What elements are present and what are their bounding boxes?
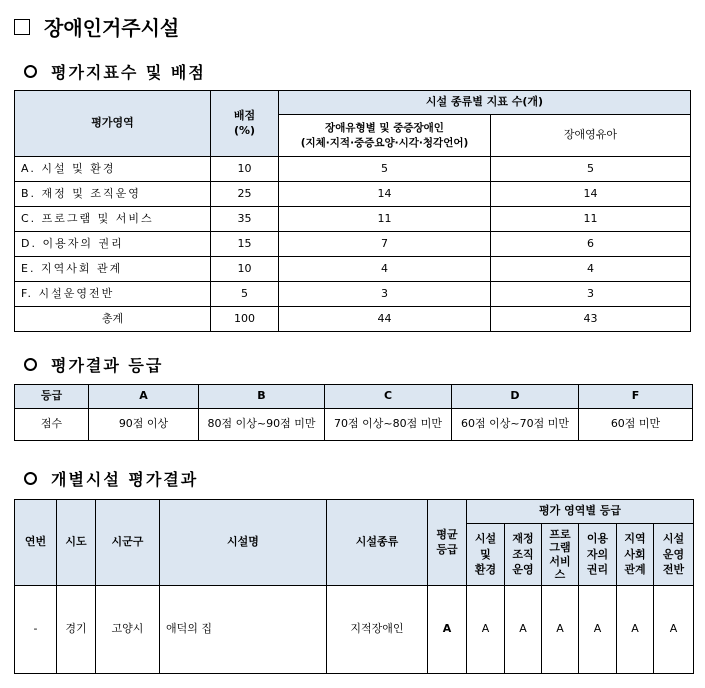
table-row [15,282,691,307]
header-area-c [542,524,579,586]
header-area: 평가영역 [15,91,211,157]
total-infant: 43 [491,307,691,332]
result-grade-e: A [617,586,654,674]
row-weight: 35 [211,207,279,232]
header-area-c-line2: 그램 [549,541,571,555]
row-infant: 14 [491,182,691,207]
result-no: - [15,586,57,674]
header-area-a-line3: 환경 [474,563,497,577]
grade-b: B [199,385,325,409]
circle-bullet-icon [24,472,37,485]
header-area-a-line2: 및 [480,547,491,561]
grade-d: D [452,385,579,409]
row-area: B. 재정 및 조직운영 [15,182,211,207]
result-city: 고양시 [96,586,160,674]
row-area: C. 프로그램 및 서비스 [15,207,211,232]
result-grade-b: A [505,586,542,674]
score-b: 80점 이상~90점 미만 [199,409,325,441]
header-area-e [617,524,654,586]
section-grades-title: 평가결과 등급 [51,356,164,375]
scoring-table [14,90,691,332]
header-area-d-line3: 권리 [586,563,609,577]
section-scoring-title: 평가지표수 및 배점 [51,63,206,82]
score-row-label: 점수 [15,409,89,441]
grade-f: F [579,385,693,409]
row-weight: 5 [211,282,279,307]
score-c: 70점 이상~80점 미만 [325,409,452,441]
header-avg-line2: 등급 [436,542,458,556]
section-results-title: 개별시설 평가결과 [51,470,199,489]
result-grade-a: A [467,586,505,674]
row-infant: 4 [491,257,691,282]
grade-a: A [89,385,199,409]
header-disability-type-line2: (지체·지적·중증요양·시각·청각언어) [300,136,469,149]
circle-bullet-icon [24,65,37,78]
row-type: 14 [279,182,491,207]
header-disability-type [279,115,491,157]
checkbox-square-icon [14,19,30,35]
result-grade-c: A [542,586,579,674]
header-weight-line2: (%) [233,123,256,137]
header-area-b-line3: 운영 [512,563,534,577]
header-area-grades: 평가 영역별 등급 [467,500,694,524]
result-province: 경기 [57,586,96,674]
score-a: 90점 이상 [89,409,199,441]
grade-header-label: 등급 [15,385,89,409]
table-row [15,182,691,207]
row-type: 11 [279,207,491,232]
header-area-c-line1: 프로 [549,528,571,542]
header-name: 시설명 [160,500,327,586]
header-disability-type-line1: 장애유형별 및 중증장애인 [325,122,444,135]
row-infant: 5 [491,157,691,182]
total-type: 44 [279,307,491,332]
grade-c: C [325,385,452,409]
circle-bullet-icon [24,358,37,371]
header-area-b [505,524,542,586]
header-area-f-line3: 전반 [662,563,685,577]
row-area: D. 이용자의 권리 [15,232,211,257]
header-area-e-line1: 지역 [624,531,646,545]
header-area-d-line2: 자의 [586,547,609,561]
header-type: 시설종류 [327,500,428,586]
header-area-a-line1: 시설 [474,531,497,545]
row-type: 5 [279,157,491,182]
header-area-c-line3: 서비 [549,554,571,568]
results-table [14,499,694,674]
section-scoring-heading [24,60,206,83]
page-title [14,12,179,41]
table-row [15,586,694,674]
header-area-e-line2: 사회 [624,547,646,561]
header-weight-line1: 배점 [233,108,256,122]
table-row-total [15,307,691,332]
total-label: 총계 [15,307,211,332]
result-grade-f: A [654,586,694,674]
section-grades-heading [24,353,163,376]
header-infant: 장애영유아 [491,115,691,157]
header-area-f-line2: 운영 [662,547,685,561]
header-area-a [467,524,505,586]
page-title-text: 장애인거주시설 [44,16,180,40]
header-area-b-line1: 재정 [512,531,534,545]
row-weight: 25 [211,182,279,207]
result-type: 지적장애인 [327,586,428,674]
score-d: 60점 이상~70점 미만 [452,409,579,441]
row-type: 7 [279,232,491,257]
row-weight: 10 [211,257,279,282]
header-city: 시군구 [96,500,160,586]
total-weight: 100 [211,307,279,332]
row-infant: 11 [491,207,691,232]
score-f: 60점 미만 [579,409,693,441]
section-results-heading [24,467,198,490]
header-no: 연번 [15,500,57,586]
header-area-f [654,524,694,586]
table-row [15,207,691,232]
row-infant: 3 [491,282,691,307]
table-row [15,232,691,257]
header-area-b-line2: 조직 [512,547,534,561]
row-type: 3 [279,282,491,307]
header-area-f-line1: 시설 [662,531,685,545]
row-weight: 10 [211,157,279,182]
row-area: F. 시설운영전반 [15,282,211,307]
header-area-d-line1: 이용 [586,531,609,545]
header-area-c-line4: 스 [554,567,566,581]
result-avg-grade: A [428,586,467,674]
row-area: E. 지역사회 관계 [15,257,211,282]
header-avg-grade [428,500,467,586]
header-indicator-count: 시설 종류별 지표 수(개) [279,91,691,115]
table-row [15,257,691,282]
result-grade-d: A [579,586,617,674]
header-province: 시도 [57,500,96,586]
header-area-e-line3: 관계 [624,563,646,577]
row-type: 4 [279,257,491,282]
header-weight [211,91,279,157]
row-infant: 6 [491,232,691,257]
row-area: A. 시설 및 환경 [15,157,211,182]
table-row [15,157,691,182]
grade-table [14,384,693,441]
header-avg-line1: 평균 [436,527,458,541]
row-weight: 15 [211,232,279,257]
header-area-d [579,524,617,586]
result-name: 애덕의 집 [160,586,327,674]
